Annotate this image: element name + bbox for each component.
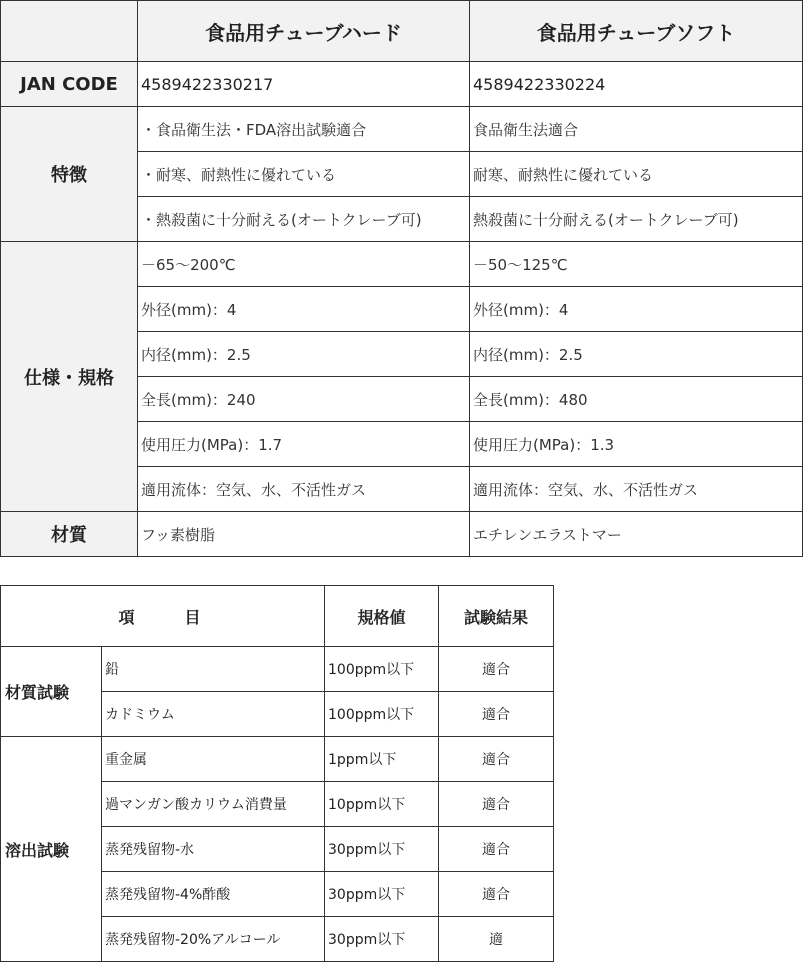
spec-hard: 使用圧力(MPa)：1.7 [138, 422, 470, 467]
material-soft: エチレンエラストマー [470, 512, 803, 557]
test-result: 適合 [439, 737, 554, 782]
spec-soft: －50～125℃ [470, 242, 803, 287]
header-test-result: 試験結果 [439, 586, 554, 647]
feature-soft: 熱殺菌に十分耐える(オートクレーブ可) [470, 197, 803, 242]
spec-soft: 使用圧力(MPa)：1.3 [470, 422, 803, 467]
header-spec-value: 規格値 [325, 586, 439, 647]
spec-hard: 適用流体：空気、水、不活性ガス [138, 467, 470, 512]
header-item: 項 目 [1, 586, 325, 647]
test-item: カドミウム [102, 692, 325, 737]
column-header-hard: 食品用チューブハード [138, 1, 470, 62]
row-header-specs: 仕様・規格 [1, 242, 138, 512]
test-item: 蒸発残留物-20%アルコール [102, 917, 325, 962]
test-item: 鉛 [102, 647, 325, 692]
row-header-jan: JAN CODE [1, 62, 138, 107]
corner-cell [1, 1, 138, 62]
row-header-material: 材質 [1, 512, 138, 557]
category-elution-test: 溶出試験 [1, 737, 102, 962]
test-spec: 100ppm以下 [325, 647, 439, 692]
test-result: 適合 [439, 782, 554, 827]
test-spec: 30ppm以下 [325, 917, 439, 962]
test-item: 重金属 [102, 737, 325, 782]
feature-soft: 食品衛生法適合 [470, 107, 803, 152]
test-result: 適 [439, 917, 554, 962]
spec-soft: 外径(mm)：4 [470, 287, 803, 332]
test-spec: 30ppm以下 [325, 827, 439, 872]
test-spec: 1ppm以下 [325, 737, 439, 782]
test-item: 蒸発残留物-水 [102, 827, 325, 872]
material-hard: フッ素樹脂 [138, 512, 470, 557]
spec-soft: 適用流体：空気、水、不活性ガス [470, 467, 803, 512]
test-results-table [0, 585, 554, 962]
row-header-features: 特徴 [1, 107, 138, 242]
test-spec: 10ppm以下 [325, 782, 439, 827]
category-material-test: 材質試験 [1, 647, 102, 737]
test-result: 適合 [439, 692, 554, 737]
test-result: 適合 [439, 872, 554, 917]
spec-hard: 内径(mm)：2.5 [138, 332, 470, 377]
spec-hard: －65～200℃ [138, 242, 470, 287]
test-item: 過マンガン酸カリウム消費量 [102, 782, 325, 827]
spec-hard: 全長(mm)：240 [138, 377, 470, 422]
feature-hard: ・熱殺菌に十分耐える(オートクレーブ可) [138, 197, 470, 242]
jan-code-hard: 4589422330217 [138, 62, 470, 107]
feature-hard: ・耐寒、耐熱性に優れている [138, 152, 470, 197]
test-result: 適合 [439, 647, 554, 692]
feature-soft: 耐寒、耐熱性に優れている [470, 152, 803, 197]
column-header-soft: 食品用チューブソフト [470, 1, 803, 62]
test-result: 適合 [439, 827, 554, 872]
test-item: 蒸発残留物-4%酢酸 [102, 872, 325, 917]
feature-hard: ・食品衛生法・FDA溶出試験適合 [138, 107, 470, 152]
spec-soft: 全長(mm)：480 [470, 377, 803, 422]
jan-code-soft: 4589422330224 [470, 62, 803, 107]
spec-soft: 内径(mm)：2.5 [470, 332, 803, 377]
test-spec: 30ppm以下 [325, 872, 439, 917]
test-spec: 100ppm以下 [325, 692, 439, 737]
spec-hard: 外径(mm)：4 [138, 287, 470, 332]
